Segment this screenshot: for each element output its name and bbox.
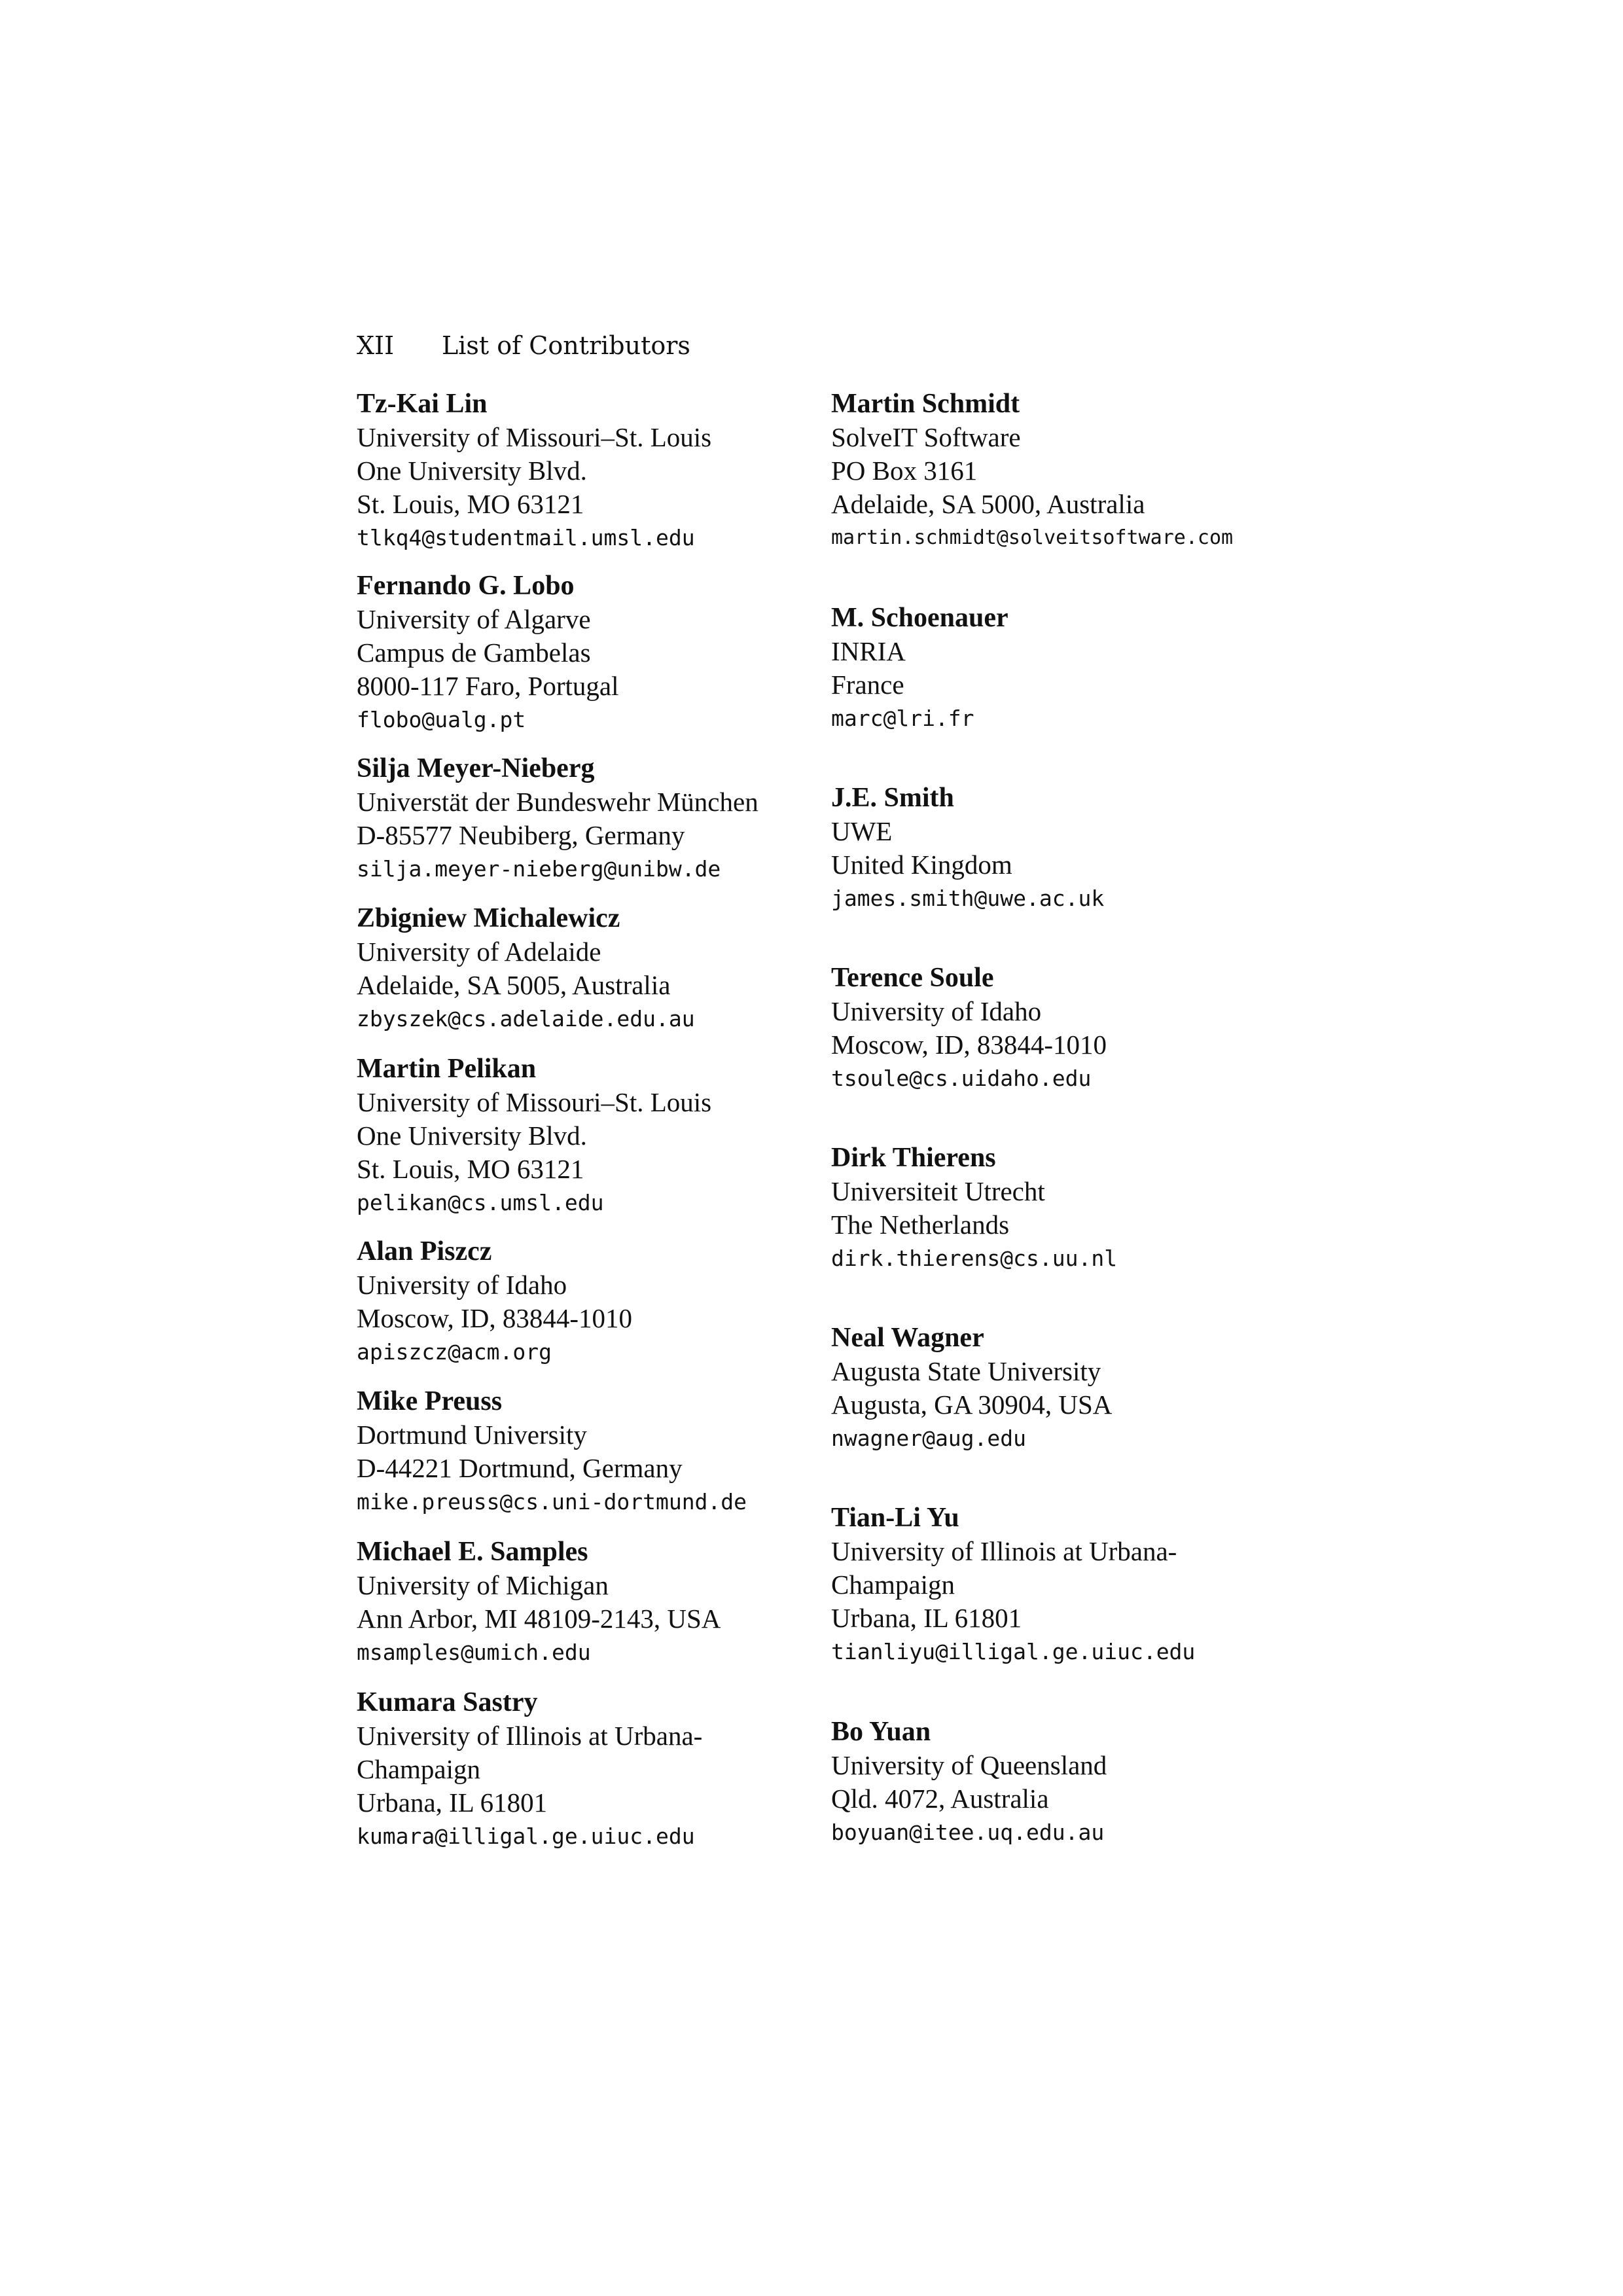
address-line: Campus de Gambelas <box>357 637 591 668</box>
affiliation-line: UWE <box>831 816 893 846</box>
contributor-email: dirk.thierens@cs.uu.nl <box>831 1246 1118 1271</box>
affiliation-line: University of Idaho <box>831 996 1042 1026</box>
contributor-email: martin.schmidt@solveitsoftware.com <box>831 526 1234 549</box>
address-line: France <box>831 670 904 700</box>
contributor-name: Bo Yuan <box>831 1717 931 1747</box>
address-line: Moscow, ID, 83844-1010 <box>831 1030 1107 1060</box>
contributor-name: Terence Soule <box>831 963 994 993</box>
address-line: Augusta, GA 30904, USA <box>831 1390 1113 1420</box>
affiliation-line: University of Missouri–St. Louis <box>357 1087 712 1117</box>
contributor-email: pelikan@cs.umsl.edu <box>357 1190 604 1215</box>
contributor-email: nwagner@aug.edu <box>831 1426 1027 1451</box>
address-line: 8000-117 Faro, Portugal <box>357 671 619 701</box>
contributor-entry <box>357 902 695 1035</box>
contributor-entry <box>357 752 758 886</box>
contributor-entry <box>831 781 1104 915</box>
contributor-name: Fernando G. Lobo <box>357 571 575 601</box>
affiliation-line: University of Queensland <box>831 1750 1107 1780</box>
contributor-email: apiszcz@acm.org <box>357 1339 552 1365</box>
affiliation-line: Champaign <box>831 1570 955 1600</box>
affiliation-line: Universiteit Utrecht <box>831 1176 1045 1206</box>
address-line: St. Louis, MO 63121 <box>357 489 584 519</box>
address-line: Adelaide, SA 5000, Australia <box>831 489 1145 519</box>
contributor-entry <box>831 1321 1112 1455</box>
contributor-name: Michael E. Samples <box>357 1537 588 1567</box>
contributor-name: Silja Meyer-Nieberg <box>357 753 595 783</box>
contributor-name: J.E. Smith <box>831 783 954 813</box>
contributor-entry <box>831 1501 1195 1668</box>
affiliation-line: Augusta State University <box>831 1356 1101 1386</box>
contributor-name: Alan Piszcz <box>357 1236 492 1266</box>
contributor-email: boyuan@itee.uq.edu.au <box>831 1820 1105 1845</box>
contributor-email: kumara@illigal.ge.uiuc.edu <box>357 1823 695 1849</box>
address-line: Urbana, IL 61801 <box>357 1787 548 1818</box>
address-line: D-44221 Dortmund, Germany <box>357 1453 683 1483</box>
contributor-entry <box>831 387 1233 554</box>
contributor-email: tsoule@cs.uidaho.edu <box>831 1066 1092 1091</box>
running-header <box>357 331 690 361</box>
contributor-email: flobo@ualg.pt <box>357 707 526 732</box>
contributor-name: Tz-Kai Lin <box>357 389 488 419</box>
contributor-email: silja.meyer-nieberg@unibw.de <box>357 856 721 882</box>
contributor-email: tianliyu@illigal.ge.uiuc.edu <box>831 1639 1196 1664</box>
affiliation-line: University of Missouri–St. Louis <box>357 422 712 452</box>
contributor-entry <box>831 1141 1117 1275</box>
affiliation-line: University of Illinois at Urbana- <box>831 1536 1177 1566</box>
contributor-email: marc@lri.fr <box>831 706 974 731</box>
affiliation-line: University of Adelaide <box>357 937 601 967</box>
contributor-name: Kumara Sastry <box>357 1687 538 1717</box>
contributor-name: Mike Preuss <box>357 1386 503 1416</box>
address-line: PO Box 3161 <box>831 456 978 486</box>
contributor-name: Tian-Li Yu <box>831 1503 959 1533</box>
contributor-email: msamples@umich.edu <box>357 1640 591 1665</box>
affiliation-line: Champaign <box>357 1754 481 1784</box>
contributor-entry <box>357 1385 747 1518</box>
affiliation-line: University of Idaho <box>357 1270 567 1300</box>
contributor-name: Martin Pelikan <box>357 1054 537 1084</box>
contributor-name: M. Schoenauer <box>831 603 1008 633</box>
page-number: XII <box>357 331 395 360</box>
contributor-entry <box>831 1715 1107 1849</box>
contributor-name: Dirk Thierens <box>831 1143 996 1173</box>
affiliation-line: University of Illinois at Urbana- <box>357 1721 703 1751</box>
contributor-name: Neal Wagner <box>831 1323 984 1353</box>
address-line: D-85577 Neubiberg, Germany <box>357 820 685 850</box>
contributor-entry <box>831 961 1107 1095</box>
affiliation-line: INRIA <box>831 636 906 666</box>
contributor-email: mike.preuss@cs.uni-dortmund.de <box>357 1489 747 1515</box>
contributor-entry <box>357 569 618 736</box>
contributor-email: james.smith@uwe.ac.uk <box>831 886 1105 911</box>
affiliation-line: University of Michigan <box>357 1570 609 1600</box>
contributor-entry <box>357 1052 711 1219</box>
contributor-name: Martin Schmidt <box>831 389 1020 419</box>
address-line: Ann Arbor, MI 48109-2143, USA <box>357 1604 721 1634</box>
affiliation-line: Dortmund University <box>357 1420 587 1450</box>
contributor-name: Zbigniew Michalewicz <box>357 903 620 933</box>
contributor-email: tlkq4@studentmail.umsl.edu <box>357 525 695 550</box>
address-line: One University Blvd. <box>357 1121 587 1151</box>
address-line: United Kingdom <box>831 850 1012 880</box>
address-line: Moscow, ID, 83844-1010 <box>357 1303 632 1333</box>
address-line: Adelaide, SA 5005, Australia <box>357 970 671 1000</box>
address-line: Qld. 4072, Australia <box>831 1784 1049 1814</box>
contributor-entry <box>831 601 1008 735</box>
address-line: The Netherlands <box>831 1210 1010 1240</box>
contributor-entry <box>357 387 711 554</box>
contributor-entry <box>357 1535 721 1669</box>
contributor-entry <box>357 1235 632 1369</box>
address-line: St. Louis, MO 63121 <box>357 1154 584 1184</box>
affiliation-line: Universtät der Bundeswehr München <box>357 787 758 817</box>
affiliation-line: SolveIT Software <box>831 422 1021 452</box>
contributor-email: zbyszek@cs.adelaide.edu.au <box>357 1006 695 1031</box>
contributor-entry <box>357 1686 702 1853</box>
affiliation-line: University of Algarve <box>357 604 591 634</box>
address-line: One University Blvd. <box>357 456 587 486</box>
running-title: List of Contributors <box>442 331 690 360</box>
address-line: Urbana, IL 61801 <box>831 1603 1022 1633</box>
